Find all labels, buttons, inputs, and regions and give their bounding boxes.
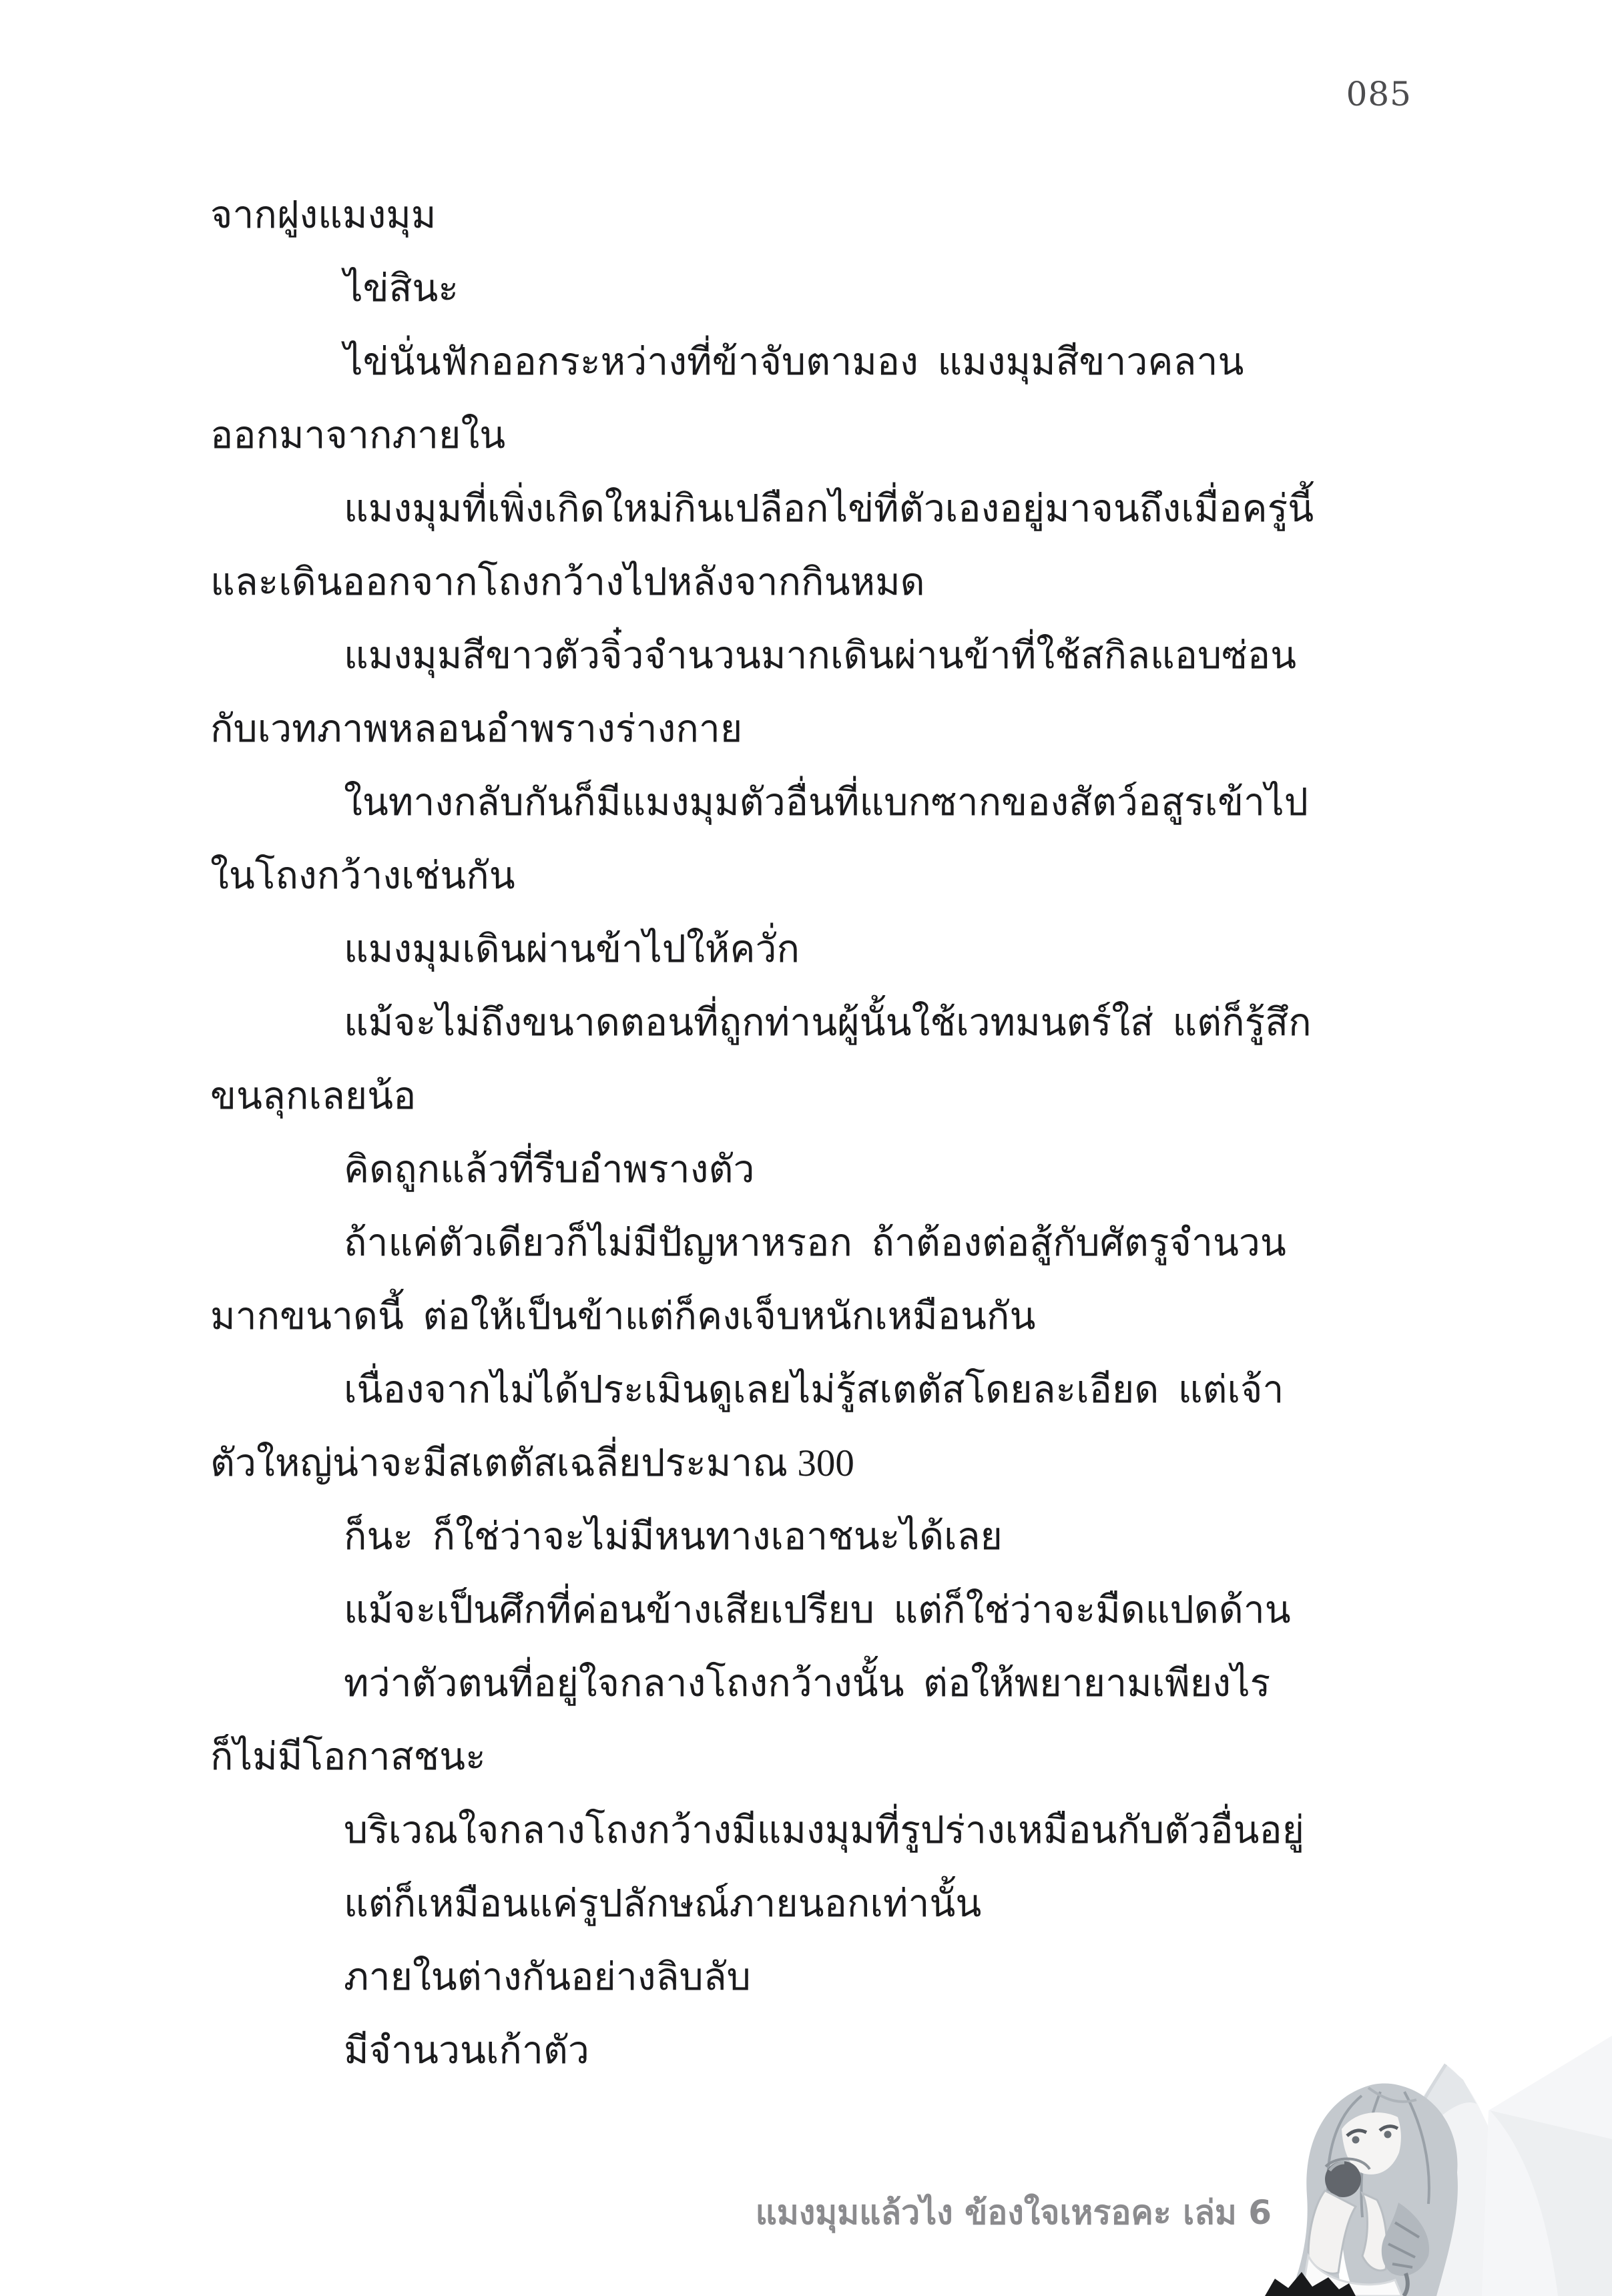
text-line: ตัวใหญ่น่าจะมีสเตตัสเฉลี่ยประมาณ 300 xyxy=(210,1442,854,1484)
text-line: แมงมุมเดินผ่านข้าไปให้ควั่ก xyxy=(344,928,800,970)
text-line: ในทางกลับกันก็มีแมงมุมตัวอื่นที่แบกซากของสัตว์อสูรเข้าไป xyxy=(344,782,1308,824)
girl-figure xyxy=(1290,2083,1458,2296)
round-object xyxy=(1325,2161,1361,2197)
text-line: ทว่าตัวตนที่อยู่ใจกลางโถงกว้างนั้น ต่อให้พยายามเพียงไร xyxy=(344,1663,1271,1705)
text-line: ก็ไม่มีโอกาสชนะ xyxy=(210,1736,486,1778)
text-line: บริเวณใจกลางโถงกว้างมีแมงมุมที่รูปร่างเหมือนกับตัวอื่นอยู่ xyxy=(344,1809,1305,1851)
text-line: แต่ก็เหมือนแค่รูปลักษณ์ภายนอกเท่านั้น xyxy=(344,1883,982,1925)
text-line: ภายในต่างกันอย่างลิบลับ xyxy=(344,1956,751,1998)
page-number: 085 xyxy=(1346,75,1412,113)
text-line: แมงมุมสีขาวตัวจิ๋วจำนวนมากเดินผ่านข้าที่ใช้สกิลแอบซ่อน xyxy=(344,635,1297,677)
text-line: ออกมาจากภายใน xyxy=(210,414,506,457)
book-title-footer: แมงมุมแล้วไง ข้องใจเหรอคะ เล่ม 6 xyxy=(755,2193,1272,2232)
text-line: ในโถงกว้างเช่นกัน xyxy=(210,855,515,897)
text-line: แม้จะเป็นศึกที่ค่อนข้างเสียเปรียบ แต่ก็ใช่ว่าจะมืดแปดด้าน xyxy=(344,1589,1291,1631)
text-line: กับเวทภาพหลอนอำพรางร่างกาย xyxy=(210,708,743,750)
text-line: จากฝูงแมงมุม xyxy=(210,194,437,236)
text-line: ถ้าแค่ตัวเดียวก็ไม่มีปัญหาหรอก ถ้าต้องต่อสู้กับศัตรูจำนวน xyxy=(344,1222,1286,1264)
body-text xyxy=(210,179,1426,2088)
text-line: แมงมุมที่เพิ่งเกิดใหม่กินเปลือกไข่ที่ตัวเองอยู่มาจนถึงเมื่อครู่นี้ xyxy=(344,488,1314,530)
text-line: ไข่สินะ xyxy=(344,268,459,310)
text-line: มากขนาดนี้ ต่อให้เป็นข้าแต่ก็คงเจ็บหนักเหมือนกัน xyxy=(210,1296,1036,1338)
text-line: คิดถูกแล้วที่รีบอำพรางตัว xyxy=(344,1149,755,1191)
text-line: เนื่องจากไม่ได้ประเมินดูเลยไม่รู้สเตตัสโดยละเอียด แต่เจ้า xyxy=(344,1369,1284,1411)
text-line: แม้จะไม่ถึงขนาดตอนที่ถูกท่านผู้นั้นใช้เวทมนตร์ใส่ แต่ก็รู้สึก xyxy=(344,1002,1312,1044)
text-line: มีจำนวนเก้าตัว xyxy=(344,2030,589,2072)
text-line: ขนลุกเลยน้อ xyxy=(210,1075,417,1117)
corner-illustration xyxy=(1262,1936,1612,2296)
text-line: ก็นะ ก็ใช่ว่าจะไม่มีหนทางเอาชนะได้เลย xyxy=(344,1516,1003,1558)
text-line: และเดินออกจากโถงกว้างไปหลังจากกินหมด xyxy=(210,561,925,603)
text-line: ไข่นั่นฟักออกระหว่างที่ข้าจับตามอง แมงมุมสีขาวคลาน xyxy=(344,341,1244,383)
